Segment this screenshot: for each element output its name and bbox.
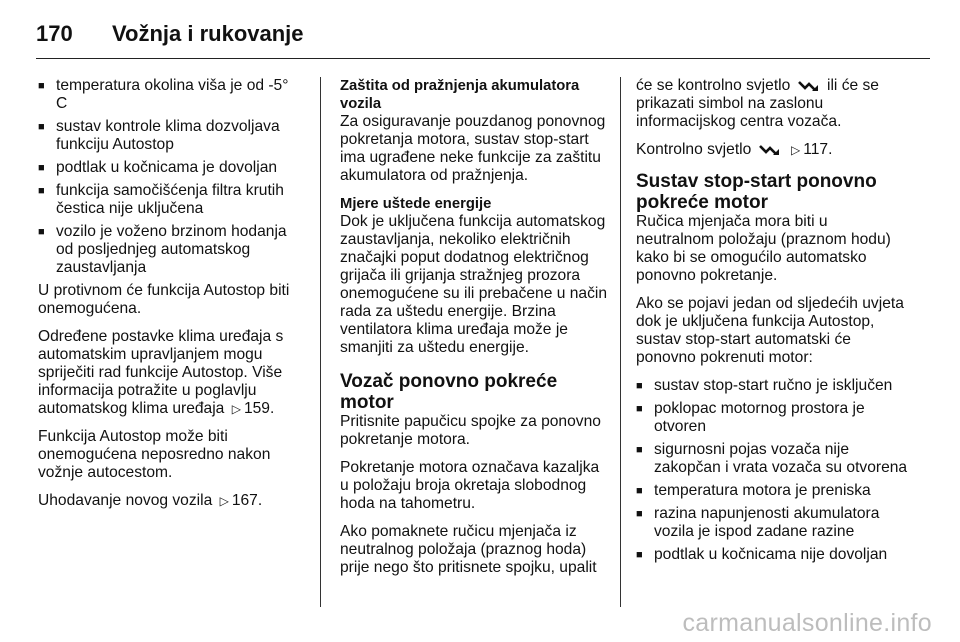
page-reference[interactable]: 159.: [243, 400, 275, 417]
restart-condition-list: [636, 377, 908, 564]
paragraph: Ako se pojavi jedan od sljedećih uvjeta dok je uključena funkcija Autostop, sustav stop-start automatski će ponovno pokrenuti motor:: [636, 295, 904, 366]
paragraph: Određene postavke klima uređaja s automatskim upravljanjem mogu spriječiti rad funkcije Autostop. Više informacija potražite u poglavlju automatskog klima uređaja ▷ 159.: [38, 328, 284, 417]
triangle-right-outline-icon[interactable]: ▷: [219, 494, 229, 508]
autostop-indicator-icon: [759, 143, 781, 157]
paragraph: Ručica mjenjača mora biti u neutralnom položaju (praznom hodu) kako bi se omogućilo automatsko ponovno pokretanje.: [636, 213, 891, 284]
paragraph: Dok je uključena funkcija automatskog zaustavljanja, nekoliko električnih značajki poput dodatnog električnog grijača ili grijanja stražnjeg prozora onemogućene su ili prebačene u način rada za uštedu energije. Brzina ventilatora klima uređaja može je smanjiti za uštedu energije.: [340, 213, 608, 356]
paragraph: Pokretanje motora označava kazaljka u položaju broja okretaja slobodnog hoda na tahometru.: [340, 459, 600, 512]
list-item: ■ podtlak u kočnicama nije dovoljan: [636, 546, 908, 564]
autostop-condition-list: [38, 77, 304, 277]
column-divider-right: [620, 77, 621, 607]
list-item: ■ sigurnosni pojas vozača nije zakopčan i vrata vozača su otvorena: [636, 441, 908, 477]
list-item: ■ poklopac motornog prostora je otvoren: [636, 400, 908, 436]
triangle-right-outline-icon[interactable]: ▷: [790, 143, 801, 157]
section-title: Sustav stop-start ponovno pokreće motor: [636, 171, 877, 213]
header-rule: [36, 58, 930, 59]
paragraph: će se kontrolno svjetlo ili će se prikazati simbol na zaslonu informacijskog centra vozača.: [636, 77, 879, 130]
section-title: Vozač ponovno pokreće motor: [340, 371, 558, 413]
list-item: ■ temperatura okolina viša je od -5° C: [38, 77, 304, 113]
paragraph: Pritisnite papučicu spojke za ponovno pokretanje motora.: [340, 413, 601, 448]
paragraph: Uhodavanje novog vozila ▷ 167.: [38, 492, 263, 509]
list-item: ■ razina napunjenosti akumulatora vozila je ispod zadane razine: [636, 505, 908, 541]
list-item: ■ podtlak u kočnicama je dovoljan: [38, 159, 304, 177]
triangle-right-outline-icon[interactable]: ▷: [231, 402, 241, 416]
autostop-indicator-icon: [798, 79, 820, 93]
section-heading: Mjere uštede energije: [340, 196, 492, 212]
page-number: 170: [36, 21, 73, 46]
list-item: ■ sustav stop-start ručno je isključen: [636, 377, 908, 395]
paragraph: Kontrolno svjetlo ▷ 117.: [636, 141, 833, 158]
column-1: [38, 77, 304, 520]
list-item: ■ sustav kontrole klima dozvoljava funkciju Autostop: [38, 118, 304, 154]
page-header: [36, 14, 930, 54]
column-3: [636, 77, 908, 569]
section-heading: Zaštita od pražnjenja akumulatora vozila: [340, 78, 580, 112]
paragraph: U protivnom će funkcija Autostop biti onemogućena.: [38, 282, 290, 317]
paragraph: Funkcija Autostop može biti onemogućena neposredno nakon vožnje autocestom.: [38, 428, 271, 481]
column-divider-left: [320, 77, 321, 607]
page-title: Vožnja i rukovanje: [112, 21, 304, 46]
list-item: ■ temperatura motora je preniska: [636, 482, 908, 500]
watermark: carmanualsonline.info: [682, 609, 932, 637]
page-reference[interactable]: 117.: [803, 141, 833, 158]
paragraph: Ako pomaknete ručicu mjenjača iz neutralnog položaja (praznog hoda) prije nego što pritisnete spojku, upalit: [340, 523, 597, 576]
page-reference[interactable]: 167.: [231, 492, 263, 509]
list-item: ■ vozilo je voženo brzinom hodanja od posljednjeg automatskog zaustavljanja: [38, 223, 304, 277]
column-2: [340, 77, 608, 587]
paragraph: Za osiguravanje pouzdanog ponovnog pokretanja motora, sustav stop-start ima ugrađene neke funkcije za zaštitu akumulatora od pražnjenja.: [340, 113, 606, 184]
list-item: ■ funkcija samočišćenja filtra krutih čestica nije uključena: [38, 182, 304, 218]
